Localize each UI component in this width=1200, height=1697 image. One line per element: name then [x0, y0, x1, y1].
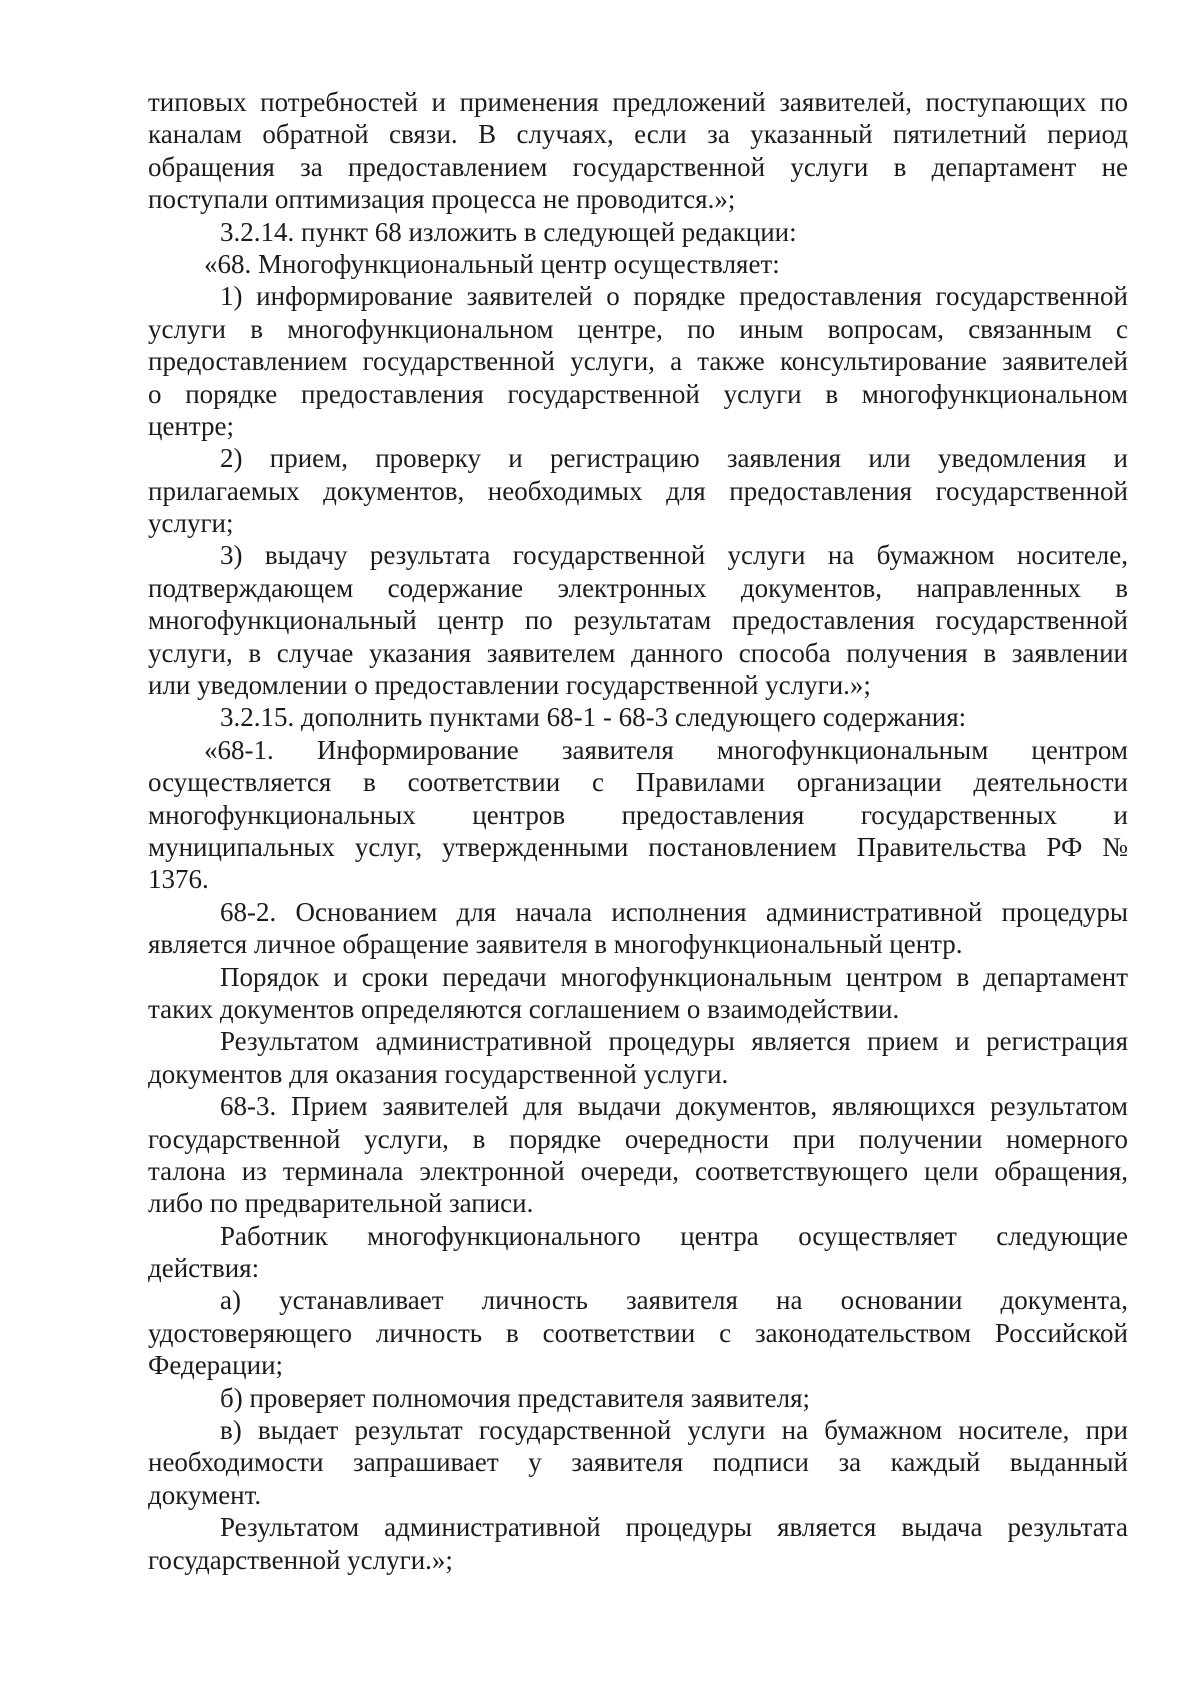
text-line: государственной услуги.»; — [148, 1544, 453, 1575]
text-line: многофункциональный центр по результатам предоставления государственной — [148, 605, 1128, 636]
document-page — [148, 86, 1128, 1576]
text-line: 3.2.14. пункт 68 изложить в следующей редакции: — [220, 216, 797, 247]
text-line: прилагаемых документов, необходимых для предоставления государственной — [148, 475, 1128, 506]
text-line: является личное обращение заявителя в многофункциональный центр. — [148, 929, 963, 960]
text-line: центре; — [148, 410, 234, 441]
text-line: 2) прием, проверку и регистрацию заявления или уведомления и — [220, 443, 1128, 474]
text-line: 68-3. Прием заявителей для выдачи документов, являющихся результатом — [220, 1091, 1128, 1122]
text-line: Федерации; — [148, 1350, 284, 1381]
text-line: в) выдает результат государственной услуги на бумажном носителе, при — [220, 1415, 1128, 1446]
text-line: либо по предварительной записи. — [148, 1188, 534, 1219]
text-line: предоставлением государственной услуги, а также консультирование заявителей — [148, 346, 1128, 377]
text-line: 1) информирование заявителей о порядке предоставления государственной — [220, 281, 1128, 312]
text-line: документов для оказания государственной услуги. — [148, 1058, 729, 1089]
text-line: Порядок и сроки передачи многофункциональным центром в департамент — [220, 961, 1128, 992]
text-line: а) устанавливает личность заявителя на основании документа, — [220, 1285, 1128, 1316]
text-line: осуществляется в соответствии с Правилами организации деятельности — [148, 767, 1128, 798]
text-line: действия: — [148, 1253, 260, 1284]
text-line: услуги; — [148, 508, 234, 539]
text-line: о порядке предоставления государственной услуги в многофункциональном — [148, 378, 1128, 409]
text-line: типовых потребностей и применения предложений заявителей, поступающих по — [148, 87, 1128, 117]
text-line: государственной услуги, в порядке очередности при получении номерного — [148, 1123, 1128, 1154]
text-line: документ. — [148, 1479, 262, 1510]
text-line: удостоверяющего личность в соответствии с законодательством Российской — [148, 1317, 1128, 1348]
text-line: талона из терминала электронной очереди, соответствующего цели обращения, — [148, 1155, 1128, 1186]
text-line: необходимости запрашивает у заявителя подписи за каждый выданный — [148, 1447, 1128, 1478]
text-line: муниципальных услуг, утвержденными постановлением Правительства РФ № — [148, 831, 1128, 862]
text-line: поступали оптимизация процесса не проводится.»; — [148, 184, 736, 215]
text-line: каналам обратной связи. В случаях, если за указанный пятилетний период — [148, 119, 1128, 150]
text-line: 3.2.15. дополнить пунктами 68-1 - 68-3 следующего содержания: — [220, 702, 967, 733]
text-line: таких документов определяются соглашением о взаимодействии. — [148, 993, 900, 1024]
text-line: услуги в многофункциональном центре, по иным вопросам, связанным с — [148, 313, 1128, 344]
text-line: Работник многофункционального центра осуществляет следующие — [220, 1220, 1128, 1251]
text-line: 68-2. Основанием для начала исполнения административной процедуры — [220, 896, 1128, 927]
text-line: подтверждающем содержание электронных документов, направленных в — [148, 572, 1128, 603]
text-line: многофункциональных центров предоставления государственных и — [148, 799, 1128, 830]
text-line: «68. Многофункциональный центр осуществляет: — [204, 248, 780, 279]
text-line: Результатом административной процедуры является выдача результата — [220, 1512, 1128, 1543]
text-line: 1376. — [148, 864, 209, 895]
text-line: Результатом административной процедуры является прием и регистрация — [220, 1026, 1128, 1057]
text-line: «68-1. Информирование заявителя многофункциональным центром — [204, 734, 1128, 765]
text-line: или уведомлении о предоставлении государственной услуги.»; — [148, 670, 871, 701]
text-line: 3) выдачу результата государственной услуги на бумажном носителе, — [220, 540, 1128, 571]
text-line: обращения за предоставлением государственной услуги в департамент не — [148, 151, 1128, 182]
text-line: услуги, в случае указания заявителем данного способа получения в заявлении — [148, 637, 1128, 668]
text-line: б) проверяет полномочия представителя заявителя; — [220, 1382, 811, 1413]
